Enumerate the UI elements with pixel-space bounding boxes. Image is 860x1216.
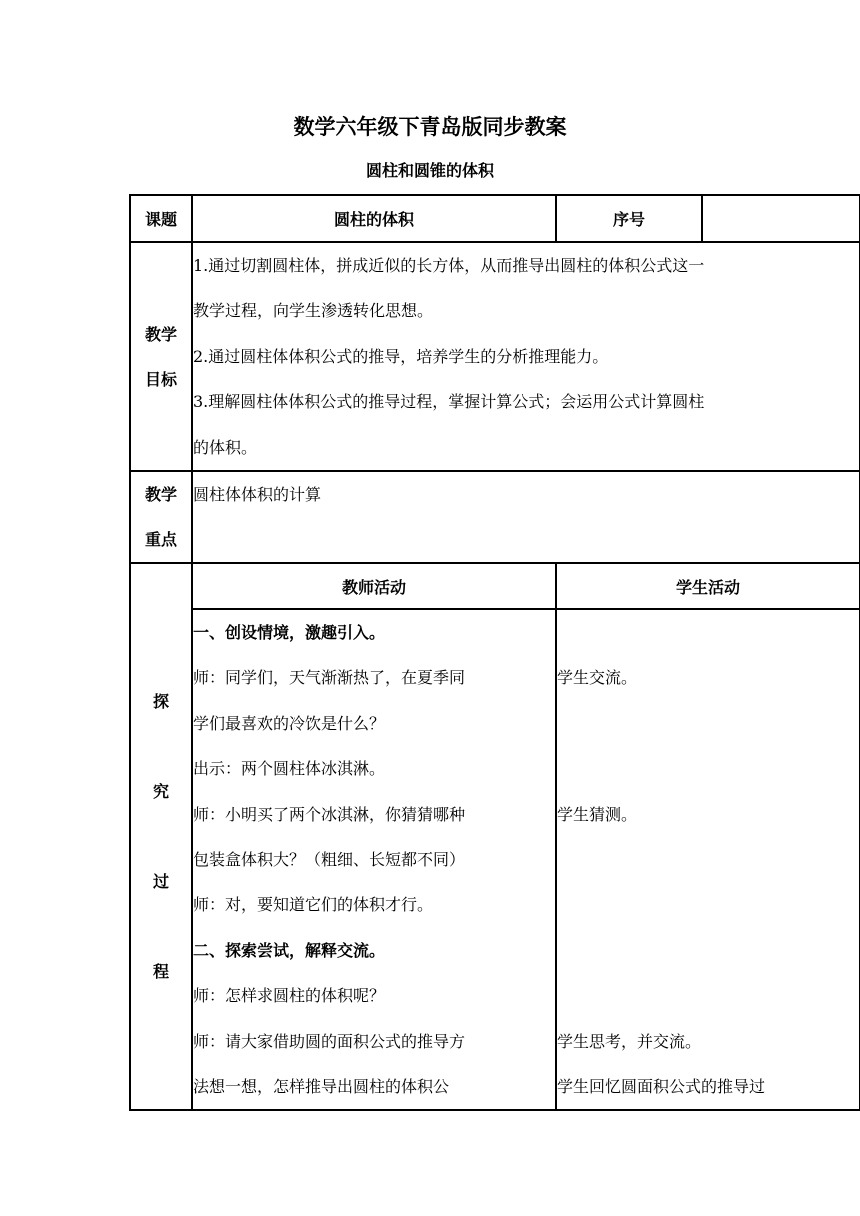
- student-activity-content: [556, 609, 860, 1110]
- key-label-line1: 教学: [144, 485, 177, 505]
- teacher-line: 二、探索尝试，解释交流。: [193, 940, 386, 960]
- topic-value: 圆柱的体积: [192, 195, 556, 242]
- goals-line: 2.通过圆柱体体积公式的推导，培养学生的分析推理能力。: [193, 346, 609, 366]
- teacher-line: 一、创设情境，激趣引入。: [193, 623, 386, 643]
- goals-line: 3.理解圆柱体体积公式的推导过程，掌握计算公式；会运用公式计算圆柱: [193, 392, 705, 412]
- key-label-line2: 重点: [144, 530, 177, 550]
- document-subtitle: 圆柱和圆锥的体积: [365, 161, 494, 180]
- key-point-label: [130, 471, 192, 563]
- lesson-plan-table: [129, 194, 860, 1111]
- goals-line: 1.通过切割圆柱体，拼成近似的长方体，从而推导出圆柱的体积公式这一: [193, 256, 705, 275]
- teacher-activity-content: [192, 609, 556, 1110]
- goals-label-line1: 教学: [144, 324, 177, 344]
- student-line: 学生交流。: [557, 668, 638, 688]
- student-line: [557, 973, 859, 1018]
- process-label-char: 究: [152, 781, 169, 801]
- teacher-line: 师：同学们，天气渐渐热了，在夏季同: [193, 668, 466, 688]
- teacher-line: 师：怎样求圆柱的体积呢？: [193, 986, 386, 1006]
- teacher-activity-header: 教师活动: [192, 563, 556, 609]
- process-label-char: 过: [152, 871, 169, 891]
- goals-label-line2: 目标: [144, 369, 177, 389]
- teacher-line: 出示：两个圆柱体冰淇淋。: [193, 759, 386, 779]
- goals-label: [130, 242, 192, 471]
- activity-header-row: [130, 563, 860, 609]
- teacher-line: 包装盒体积大？（粗细、长短都不同）: [193, 849, 466, 869]
- teacher-line: 法想一想，怎样推导出圆柱的体积公: [193, 1076, 450, 1096]
- goals-content: [192, 242, 860, 471]
- process-label-char: 探: [152, 691, 169, 711]
- goals-row: [130, 242, 860, 471]
- goals-line: 教学过程，向学生渗透转化思想。: [193, 301, 434, 321]
- process-label: [130, 563, 192, 1110]
- goals-line: 的体积。: [193, 437, 258, 457]
- serial-value: [702, 195, 860, 242]
- activity-row: [130, 609, 860, 1110]
- key-point-row: [130, 471, 860, 563]
- student-line: [557, 610, 859, 655]
- topic-label: 课题: [130, 195, 192, 242]
- student-line: [557, 701, 859, 746]
- teacher-line: 师：小明买了两个冰淇淋，你猜猜哪种: [193, 804, 466, 824]
- key-point-text: 圆柱体体积的计算: [193, 485, 322, 505]
- teacher-line: 师：请大家借助圆的面积公式的推导方: [193, 1031, 466, 1051]
- student-line: [557, 837, 859, 882]
- student-line: [557, 746, 859, 791]
- student-line: [557, 928, 859, 973]
- student-line: 学生回忆圆面积公式的推导过: [557, 1076, 766, 1096]
- serial-label: 序号: [556, 195, 702, 242]
- student-activity-header: 学生活动: [556, 563, 860, 609]
- student-line: 学生思考，并交流。: [557, 1031, 702, 1051]
- topic-row: [130, 195, 860, 242]
- teacher-line: 师：对，要知道它们的体积才行。: [193, 895, 434, 915]
- teacher-line: 学们最喜欢的冷饮是什么？: [193, 713, 386, 733]
- process-label-char: 程: [152, 961, 169, 981]
- document-title: 数学六年级下青岛版同步教案: [293, 115, 567, 139]
- student-line: [557, 882, 859, 927]
- key-point-content: [192, 471, 860, 563]
- student-line: 学生猜测。: [557, 804, 638, 824]
